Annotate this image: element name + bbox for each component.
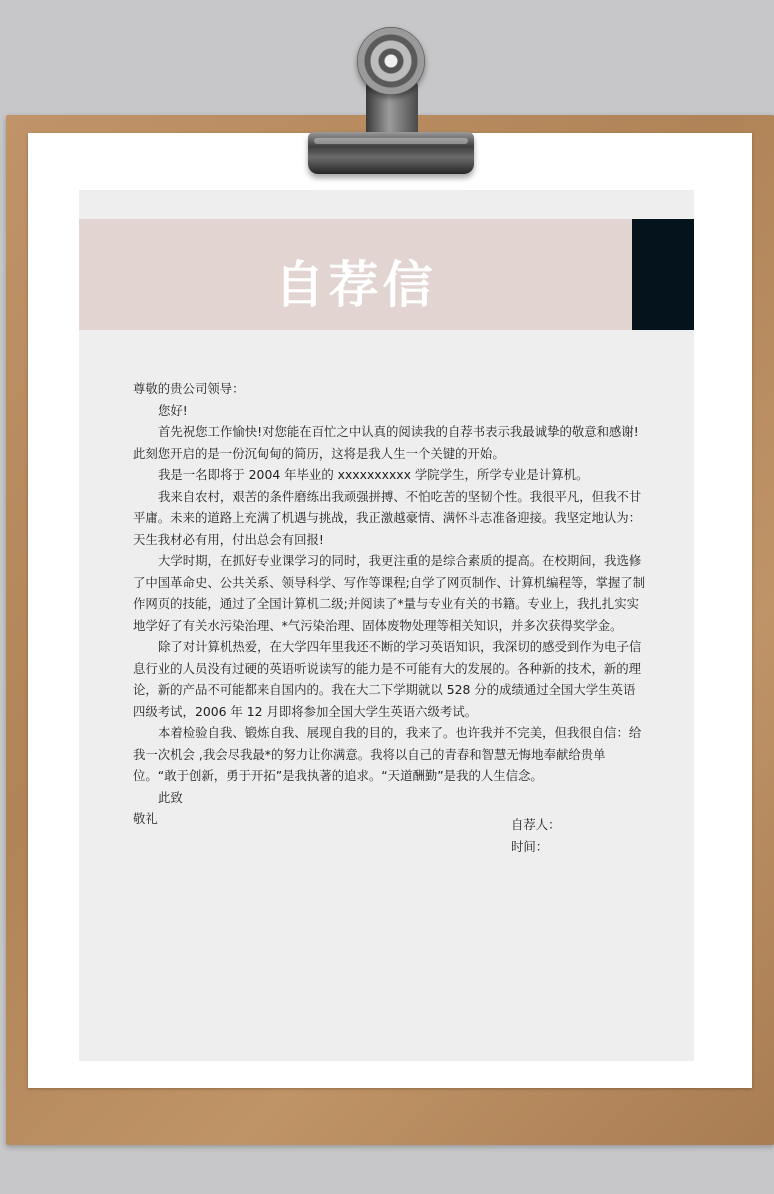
letter-body (133, 378, 647, 830)
paragraph: 我是一名即将于 2004 年毕业的 xxxxxxxxxx 学院学生，所学专业是计算机。 (158, 467, 589, 482)
title-banner (79, 219, 632, 330)
paragraph: 我来自农村，艰苦的条件磨练出我顽强拼搏、不怕吃苦的坚韧个性。我很平凡，但我不甘平庸。未来的道路上充满了机遇与挑战，我正激越豪情、满怀斗志准备迎接。我坚定地认为：天生我材必有用，付出总会有回报! (133, 488, 642, 547)
date-label: 时间： (511, 839, 549, 854)
paragraph: 大学时期，在抓好专业课学习的同时，我更注重的是综合素质的提高。在校期间，我选修了中国革命史、公共关系、领导科学、写作等课程;自学了网页制作、计算机编程等，掌握了制作网页的技能，通过了全国计算机二级;并阅读了*量与专业有关的书籍。专业上，我扎扎实实地学好了有关水污染治理、*气污染治理、固体废物处理等相关知识，并多次获得奖学金。 (133, 553, 646, 633)
signature-block (511, 814, 561, 858)
greeting: 尊敬的贵公司领导： (133, 381, 245, 396)
binder-clip-ring (357, 27, 425, 95)
closing-salutation: 此致 (158, 789, 183, 805)
page-title: 自荐信 (274, 255, 437, 314)
title-banner-accent (632, 219, 694, 330)
binder-clip (308, 132, 474, 174)
hello-line: 您好! (158, 402, 188, 418)
paragraph: 首先祝您工作愉快!对您能在百忙之中认真的阅读我的自荐书表示我最诚挚的敬意和感谢!此刻您开启的是一份沉甸甸的简历，这将是我人生一个关键的开始。 (133, 424, 639, 461)
closing-regards: 敬礼 (133, 811, 158, 826)
paragraph: 除了对计算机热爱，在大学四年里我还不断的学习英语知识，我深切的感受到作为电子信息行业的人员没有过硬的英语听说读写的能力是不可能有大的发展的。各种新的技术，新的理论，新的产品不可能都来自国内的。我在大二下学期就以 528 分的成绩通过全国大学生英语四级考试，2006 年 12 月即将参加全国大学生英语六级考试。 (133, 639, 642, 719)
paragraph: 本着检验自我、锻炼自我、展现自我的目的，我来了。也许我并不完美，但我很自信：给我一次机会 ,我会尽我最*的努力让你满意。我将以自己的青春和智慧无悔地奉献给贵单位。“敢于创新，勇于开拓”是我执著的追求。“天道酬勤”是我的人生信念。 (133, 725, 642, 783)
signer-label: 自荐人： (511, 817, 561, 832)
